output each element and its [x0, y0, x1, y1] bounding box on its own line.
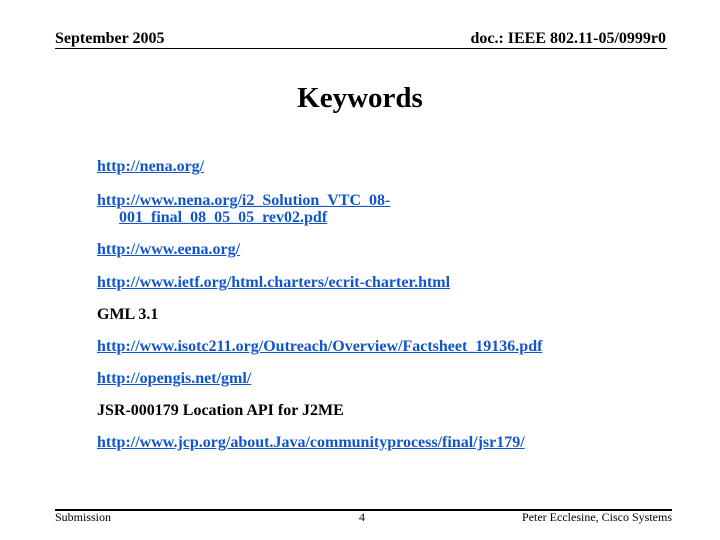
header-doc-id: doc.: IEEE 802.11-05/0999r0 [470, 30, 666, 47]
link-eena[interactable]: http://www.eena.org/ [97, 241, 241, 258]
header-rule [55, 48, 667, 49]
link-text: http://www.nena.org/i2_Solution_VTC_08- [97, 192, 391, 209]
header-date: September 2005 [55, 30, 165, 47]
footer-page-number: 4 [359, 510, 365, 524]
link-opengis[interactable]: http://opengis.net/gml/ [97, 370, 252, 387]
keyword-jsr179: JSR-000179 Location API for J2ME [97, 402, 344, 419]
keyword-gml: GML 3.1 [97, 306, 159, 323]
link-nena-pdf[interactable] [97, 192, 390, 226]
link-text-cont: 001_final_08_05_05_rev02.pdf [119, 209, 328, 226]
link-ietf-ecrit[interactable]: http://www.ietf.org/html.charters/ecrit-charter.html [97, 274, 451, 291]
footer-submission: Submission [55, 510, 112, 524]
link-isotc211[interactable]: http://www.isotc211.org/Outreach/Overview/Factsheet_19136.pdf [97, 338, 543, 355]
link-nena[interactable]: http://nena.org/ [97, 158, 205, 175]
footer-author: Peter Ecclesine, Cisco Systems [522, 510, 672, 524]
link-jcp[interactable]: http://www.jcp.org/about.Java/communityprocess/final/jsr179/ [97, 434, 525, 451]
slide-title: Keywords [297, 82, 423, 114]
